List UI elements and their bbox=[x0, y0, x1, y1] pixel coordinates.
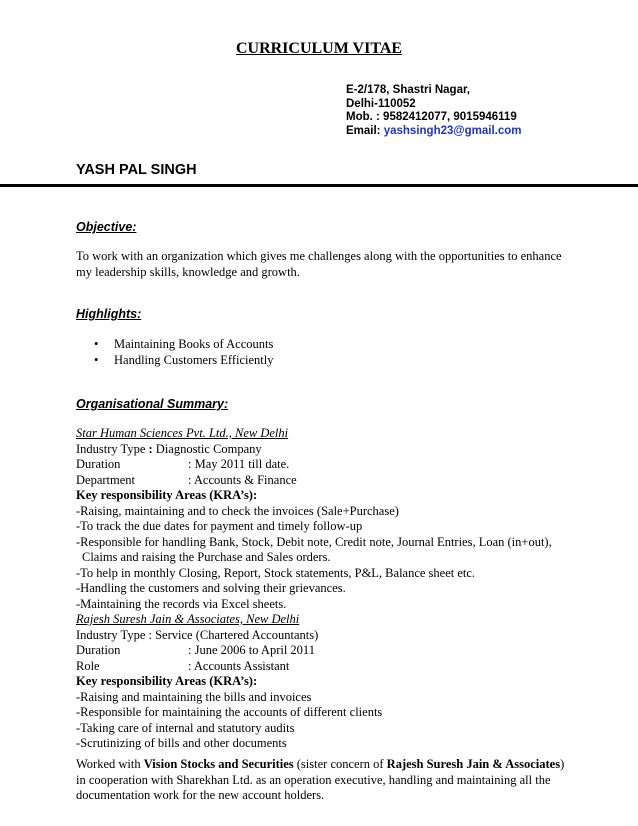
email-link[interactable]: yashsingh23@gmail.com bbox=[383, 124, 522, 137]
highlights-heading: Highlights: bbox=[76, 307, 142, 321]
bullet-icon: • bbox=[94, 352, 99, 367]
kra-item: -Maintaining the records via Excel sheets. bbox=[76, 596, 287, 611]
kra-item: -Handling the customers and solving their grievances. bbox=[76, 581, 346, 595]
industry-row: Industry Type : Diagnostic Company bbox=[76, 441, 262, 456]
kra-item: -To track the due dates for payment and timely follow-up bbox=[76, 519, 363, 533]
department-row: Department : Accounts & Finance bbox=[76, 472, 297, 487]
address-line-1: E-2/178, Shastri Nagar, bbox=[346, 84, 471, 96]
kra-item: Claims and raising the Purchase and Sales orders. bbox=[82, 550, 331, 564]
email-label: Email: bbox=[346, 124, 384, 137]
duration-row: Duration : May 2011 till date. bbox=[76, 457, 290, 471]
kra-item: -Raising and maintaining the bills and invoices bbox=[76, 689, 312, 704]
mobile-numbers: Mob. : 9582412077, 9015946119 bbox=[346, 111, 517, 123]
kra-heading: Key responsibility Areas (KRA’s): bbox=[76, 488, 258, 502]
address-block bbox=[346, 84, 521, 138]
highlight-item: • Handling Customers Efficiently bbox=[94, 352, 274, 367]
job-entry-2 bbox=[76, 612, 576, 752]
email-line bbox=[346, 125, 521, 139]
industry-row: Industry Type : Service (Chartered Accountants) bbox=[76, 627, 319, 642]
kra-item: -To help in monthly Closing, Report, Stock statements, P&L, Balance sheet etc. bbox=[76, 565, 476, 580]
address-line-2: Delhi-110052 bbox=[346, 97, 416, 110]
role-row: Role : Accounts Assistant bbox=[76, 658, 290, 673]
objective-text: To work with an organization which gives me challenges along with the opportunities to enhance my leadership skills, knowledge and growth. bbox=[76, 249, 562, 279]
bullet-icon: • bbox=[94, 337, 99, 351]
kra-item: -Raising, maintaining and to check the invoices (Sale+Purchase) bbox=[76, 503, 399, 518]
summary-heading: Organisational Summary: bbox=[76, 397, 229, 411]
header-divider bbox=[0, 184, 638, 187]
highlight-item: • Maintaining Books of Accounts bbox=[94, 337, 274, 351]
highlights-list bbox=[76, 337, 576, 368]
vision-paragraph: Worked with Vision Stocks and Securities (sister concern of Rajesh Suresh Jain & Associates) in cooperation with Sharekhan Ltd. as an operation executive, handling and maintaining all the documentation work for the new account holders. bbox=[76, 757, 565, 802]
kra-item: -Responsible for handling Bank, Stock, Debit note, Credit note, Journal Entries, Loan (in+out), bbox=[76, 534, 552, 549]
company-name: Star Human Sciences Pvt. Ltd., New Delhi bbox=[76, 426, 289, 440]
kra-item: -Responsible for maintaining the accounts of different clients bbox=[76, 705, 383, 719]
objective-heading: Objective: bbox=[76, 220, 137, 234]
kra-heading: Key responsibility Areas (KRA’s): bbox=[76, 674, 258, 688]
company-name: Rajesh Suresh Jain & Associates, New Delhi bbox=[76, 612, 300, 626]
document-title: CURRICULUM VITAE bbox=[235, 40, 403, 57]
job-entry-1 bbox=[76, 426, 576, 612]
duration-row: Duration : June 2006 to April 2011 bbox=[76, 643, 315, 657]
kra-item: -Taking care of internal and statutory audits bbox=[76, 720, 295, 735]
candidate-name: YASH PAL SINGH bbox=[76, 162, 197, 178]
kra-item: -Scrutinizing of bills and other documents bbox=[76, 736, 287, 750]
